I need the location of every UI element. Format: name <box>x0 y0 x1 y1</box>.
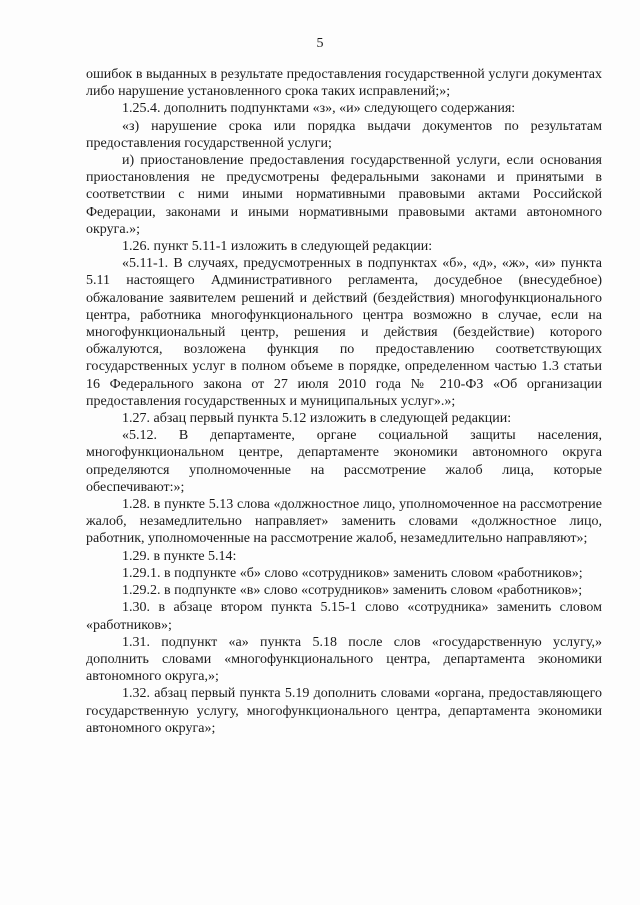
paragraph: и) приостановление предоставления государственной услуги, если основания приостановления не предусмотрены федеральными законами и принятыми в соответствии с ними иными нормативными правовыми актами Российской Федерации, законами и иными нормативными правовыми актами автономного округа.»; <box>86 153 602 237</box>
paragraph: 1.26. пункт 5.11-1 изложить в следующей редакции: <box>122 239 433 255</box>
page-number: 5 <box>316 36 324 51</box>
paragraph: 1.31. подпункт «а» пункта 5.18 после слов «государственную услугу,» дополнить словами «многофункционального центра, департамента экономики автономного округа,»; <box>86 634 602 685</box>
paragraph: 1.32. абзац первый пункта 5.19 дополнить словами «органа, предоставляющего государственную услугу, многофункционального центра, департамента экономики автономного округа»; <box>86 686 602 736</box>
paragraph: 1.29. в пункте 5.14: <box>122 548 237 564</box>
paragraph: «5.12. В департаменте, органе социальной защиты населения, многофункциональном центре, департаменте экономики автономного округа определяются уполномоченные на рассмотрение жалоб лица, которые обеспечивают:»; <box>86 428 602 495</box>
paragraph: 1.27. абзац первый пункта 5.12 изложить в следующей редакции: <box>122 411 512 427</box>
paragraph: ошибок в выданных в результате предоставления государственной услуги документах либо нарушение установленного срока таких исправлений;»; <box>86 67 602 100</box>
paragraph: 1.25.4. дополнить подпунктами «з», «и» следующего содержания: <box>122 101 516 117</box>
document-body <box>86 66 602 737</box>
paragraph: «з) нарушение срока или порядка выдачи документов по результатам предоставления государственной услуги; <box>86 118 602 151</box>
paragraph: «5.11-1. В случаях, предусмотренных в подпунктах «б», «д», «ж», «и» пункта 5.11 настоящего Административного регламента, досудебное (внесудебное) обжалование заявителем решений и действий (бездействия) многофункционального центра, работника многофункционального центра возможно в случае, если на многофункциональный центр, решения и действия (бездействие) которого обжалуются, возложена функция по предоставлению соответствующих государственных услуг в полном объеме в порядке, определенном частью 1.3 статьи 16 Федерального закона от 27 июля 2010 года № 210-ФЗ «Об организации предоставления государственных и муниципальных услуг».»; <box>86 256 602 409</box>
paragraph: 1.29.2. в подпункте «в» слово «сотрудников» заменить словом «работников»; <box>122 583 583 599</box>
paragraph: 1.30. в абзаце втором пункта 5.15-1 слово «сотрудника» заменить словом «работников»; <box>86 600 602 633</box>
paragraph: 1.29.1. в подпункте «б» слово «сотрудников» заменить словом «работников»; <box>122 565 583 581</box>
paragraph: 1.28. в пункте 5.13 слова «должностное лицо, уполномоченное на рассмотрение жалоб, незамедлительно направляет» заменить словами «должностное лицо, работник, уполномоченные на рассмотрение жалоб, незамедлительно направляют»; <box>86 497 602 547</box>
